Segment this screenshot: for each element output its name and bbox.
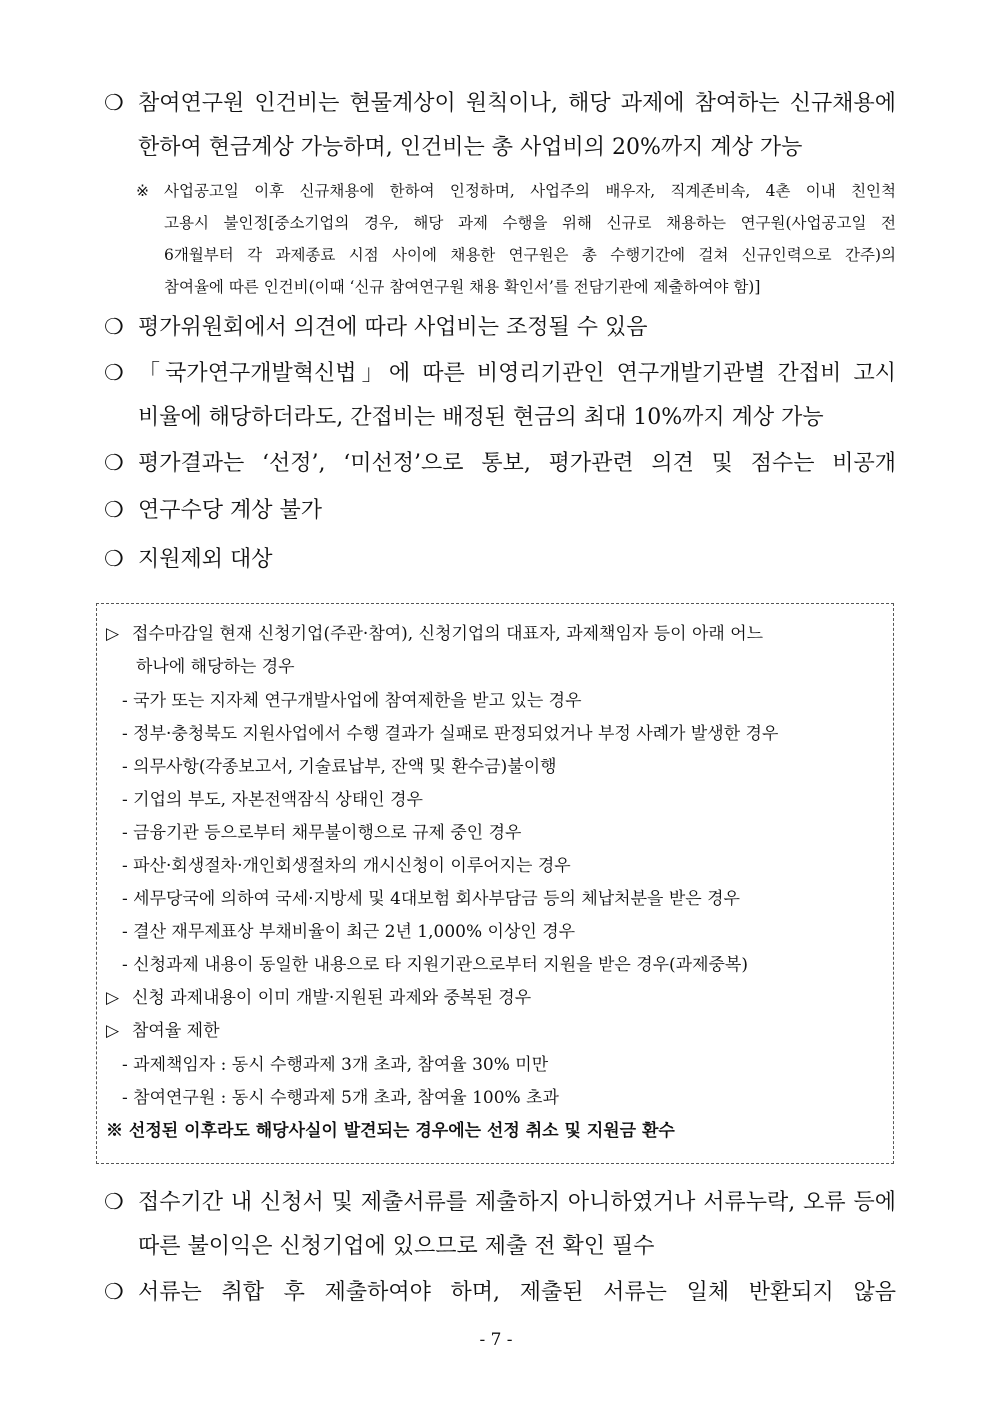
bullet-item-submission-check [104, 1181, 896, 1269]
note-line: 6개월부터 각 과제종료 시점 사이에 채용한 연구원은 총 수행기간에 걸쳐 신규인력으로 간주)의 [164, 246, 896, 264]
exclusion-sub-item: - 정부·충청북도 지원사업에서 수행 결과가 실패로 판정되었거나 부정 사례가 발생한 경우 [122, 724, 779, 744]
circle-bullet-icon: ❍ [104, 91, 124, 116]
exclusion-sub-item: - 의무사항(각종보고서, 기술료납부, 잔액 및 환수금)불이행 [122, 757, 557, 777]
bullet-line: 지원제외 대상 [138, 547, 273, 572]
exclusion-sub-item: - 결산 재무제표상 부채비율이 최근 2년 1,000% 이상인 경우 [122, 922, 576, 942]
exclusion-head-continuation: 하나에 해당하는 경우 [136, 657, 295, 677]
exclusion-warning: ※ 선정된 이후라도 해당사실이 발견되는 경우에는 선정 취소 및 지원금 환수 [106, 1121, 675, 1141]
bullet-item-indirect-cost [104, 352, 896, 440]
triangle-bullet-icon: ▷ [106, 988, 120, 1008]
page-number: - 7 - [479, 1330, 513, 1350]
exclusion-sub-item: - 신청과제 내용이 동일한 내용으로 타 지원기관으로부터 지원을 받은 경우(과제중복) [122, 955, 748, 975]
note-line: 사업공고일 이후 신규채용에 한하여 인정하며, 사업주의 배우자, 직계존비속, 4촌 이내 친인척 [164, 182, 896, 200]
bullet-line: 평가위원회에서 의견에 따라 사업비는 조정될 수 있음 [138, 315, 648, 340]
exclusion-sub-item: - 파산·회생절차·개인회생절차의 개시신청이 이루어지는 경우 [122, 856, 571, 876]
circle-bullet-icon: ❍ [104, 361, 124, 386]
circle-bullet-icon: ❍ [104, 498, 124, 523]
bullet-line: 평가결과는 ‘선정’, ‘미선정’으로 통보, 평가관련 의견 및 점수는 비공개 [138, 451, 896, 476]
bullet-line: 서류는 취합 후 제출하여야 하며, 제출된 서류는 일체 반환되지 않음 [138, 1280, 896, 1305]
rate-limit-item: - 참여연구원 : 동시 수행과제 5개 초과, 참여율 100% 초과 [122, 1088, 559, 1108]
bullet-line: 참여연구원 인건비는 현물계상이 원칙이나, 해당 과제에 참여하는 신규채용에 [138, 91, 896, 116]
exclusion-rate-limit-text: 참여율 제한 [132, 1021, 220, 1041]
exclusion-head-text: 접수마감일 현재 신청기업(주관·참여), 신청기업의 대표자, 과제책임자 등이 아래 어느 [132, 624, 764, 644]
reference-mark-icon: ※ [136, 182, 149, 200]
bullet-line: 한하여 현금계상 가능하며, 인건비는 총 사업비의 20%까지 계상 가능 [138, 135, 803, 160]
triangle-bullet-icon: ▷ [106, 624, 120, 644]
bullet-line: 연구수당 계상 불가 [138, 498, 323, 523]
exclusion-sub-item: - 기업의 부도, 자본전액잠식 상태인 경우 [122, 790, 423, 810]
circle-bullet-icon: ❍ [104, 547, 124, 572]
exclusion-duplicate-text: 신청 과제내용이 이미 개발·지원된 과제와 중복된 경우 [132, 988, 532, 1008]
note-line: 고용시 불인정[중소기업의 경우, 해당 과제 수행을 위해 신규로 채용하는 연구원(사업공고일 전 [164, 214, 896, 232]
exclusion-duplicate-row [106, 982, 531, 1015]
bullet-item-research-allowance [104, 489, 896, 533]
bullet-line: 비율에 해당하더라도, 간접비는 배정된 현금의 최대 10%까지 계상 가능 [138, 405, 824, 430]
circle-bullet-icon: ❍ [104, 1190, 124, 1215]
bullet-item-exclusion-heading [104, 538, 896, 582]
triangle-bullet-icon: ▷ [106, 1021, 120, 1041]
exclusion-head-row [106, 618, 763, 651]
bullet-item-budget-adjust [104, 306, 896, 350]
note-line: 참여율에 따른 인건비(이때 ‘신규 참여연구원 채용 확인서’를 전담기관에 제출하여야 함)] [164, 278, 761, 296]
circle-bullet-icon: ❍ [104, 1280, 124, 1305]
bullet-item-documents-return [104, 1271, 896, 1315]
rate-limit-item: - 과제책임자 : 동시 수행과제 3개 초과, 참여율 30% 미만 [122, 1055, 549, 1075]
note-labor-cost [136, 175, 896, 303]
bullet-line: 따른 불이익은 신청기업에 있으므로 제출 전 확인 필수 [138, 1234, 655, 1259]
circle-bullet-icon: ❍ [104, 315, 124, 340]
exclusion-sub-item: - 국가 또는 지자체 연구개발사업에 참여제한을 받고 있는 경우 [122, 691, 582, 711]
bullet-line: 「국가연구개발혁신법」에 따른 비영리기관인 연구개발기관별 간접비 고시 [138, 361, 896, 386]
bullet-item-labor-cost [104, 82, 896, 170]
exclusion-sub-item: - 금융기관 등으로부터 채무불이행으로 규제 중인 경우 [122, 823, 522, 843]
bullet-item-evaluation-result [104, 442, 896, 486]
exclusion-sub-item: - 세무당국에 의하여 국세·지방세 및 4대보험 회사부담금 등의 체납처분을 받은 경우 [122, 889, 740, 909]
bullet-line: 접수기간 내 신청서 및 제출서류를 제출하지 아니하였거나 서류누락, 오류 등에 [138, 1190, 896, 1215]
exclusion-rate-limit-row [106, 1015, 220, 1048]
circle-bullet-icon: ❍ [104, 451, 124, 476]
